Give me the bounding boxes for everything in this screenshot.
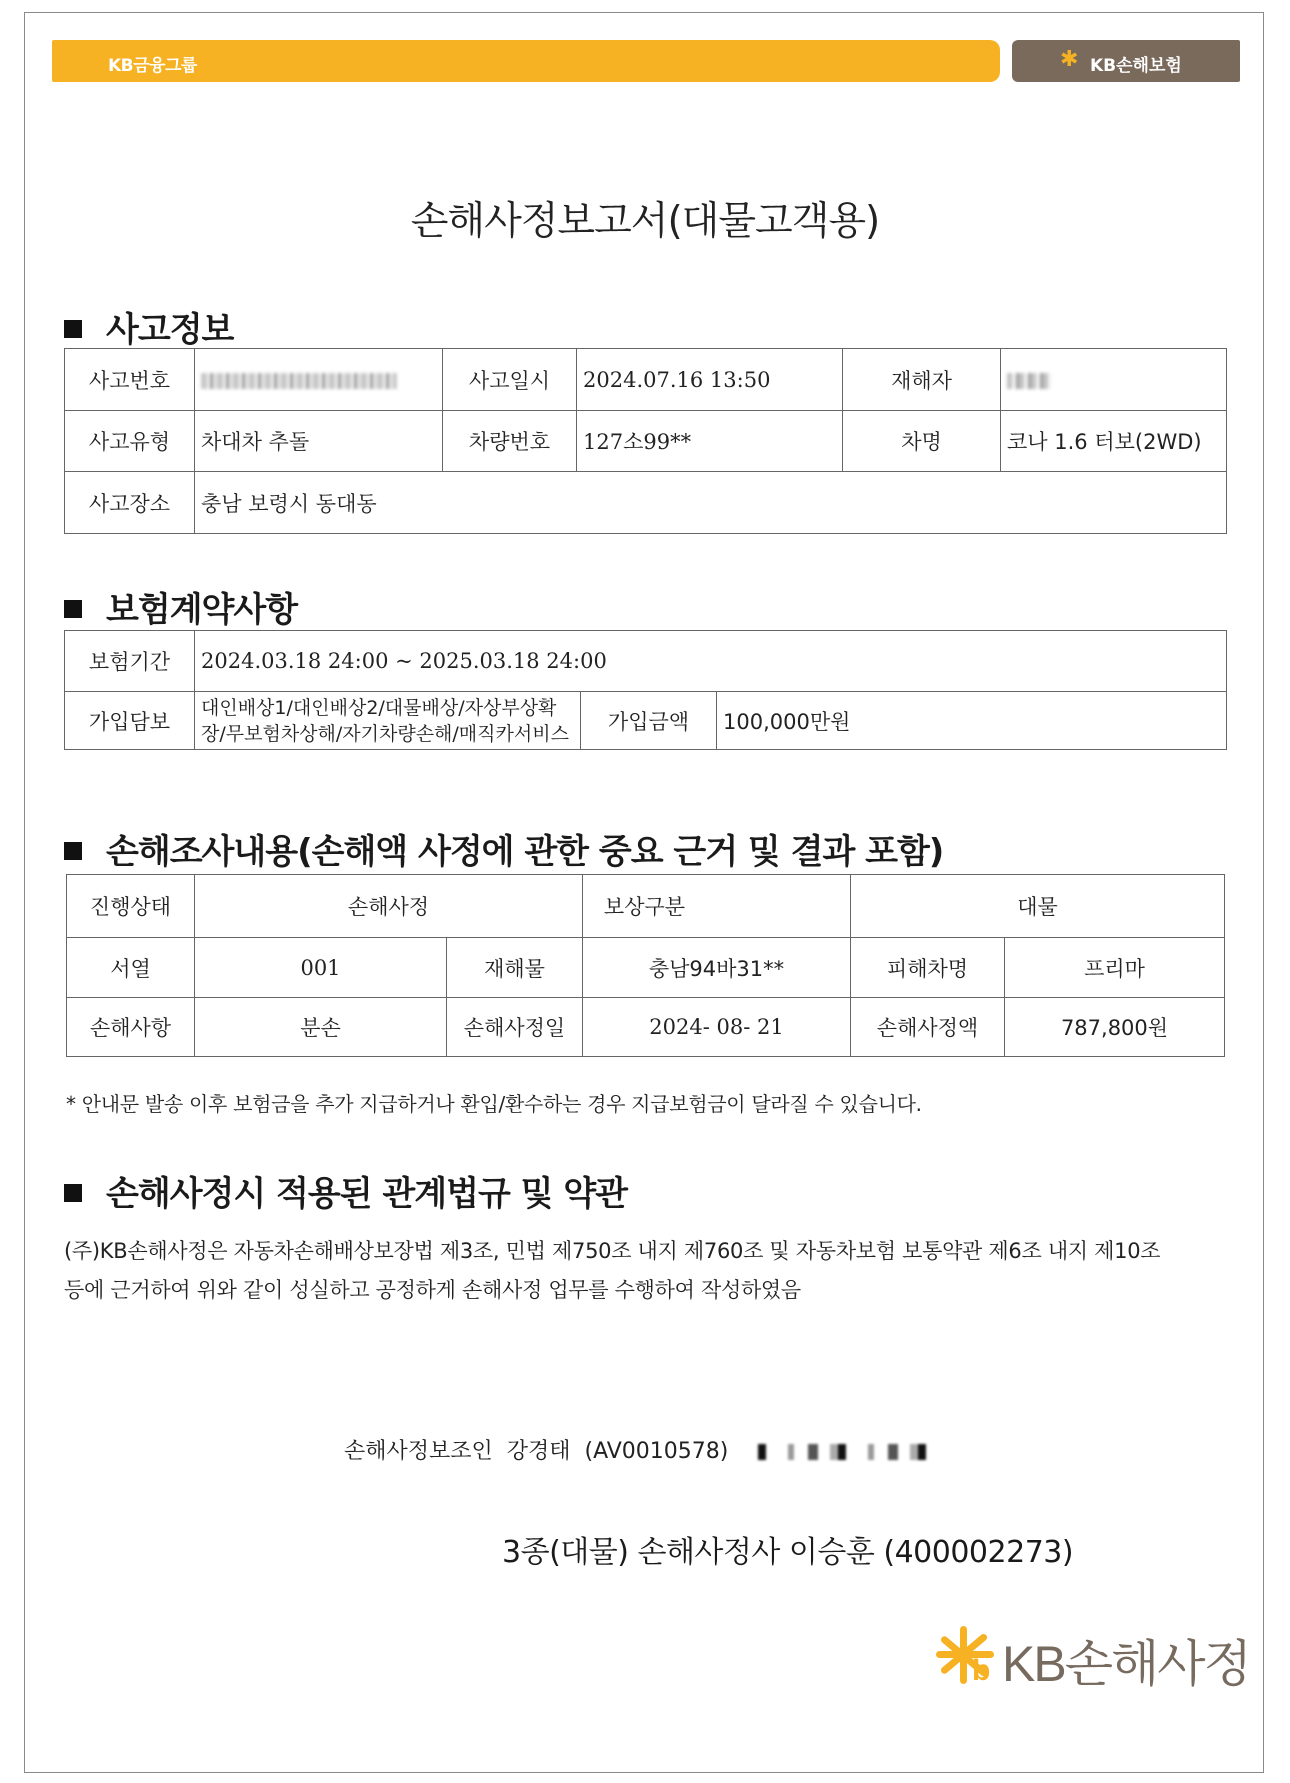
section-heading: 보험계약사항 bbox=[106, 590, 298, 630]
label-damaged-item: 재해물 bbox=[447, 938, 583, 998]
kb-insurance-banner bbox=[1012, 40, 1240, 82]
square-bullet-icon bbox=[64, 600, 82, 618]
label-plate-number: 차량번호 bbox=[443, 411, 577, 472]
law-line-2: 등에 근거하여 위와 같이 성실하고 공정하게 손해사정 업무를 수행하여 작성하였음 bbox=[64, 1278, 801, 1302]
section-heading: 사고정보 bbox=[106, 310, 234, 350]
value-coverage bbox=[195, 692, 581, 750]
value-damage-item: 분손 bbox=[195, 998, 447, 1057]
value-plate-number: 127소99** bbox=[577, 411, 843, 472]
value-insurance-period: 2024.03.18 24:00 ~ 2025.03.18 24:00 bbox=[195, 631, 1227, 692]
section-investigation bbox=[64, 824, 943, 873]
assistant-text: 손해사정보조인 강경태 (AV0010578) bbox=[344, 1439, 729, 1464]
value-adjust-date: 2024- 08- 21 bbox=[583, 998, 851, 1057]
label-coverage: 가입담보 bbox=[65, 692, 195, 750]
value-insured-amount: 100,000만원 bbox=[717, 692, 1227, 750]
kb-adjusting-name: KB손해사정 bbox=[1002, 1636, 1250, 1692]
label-accident-place: 사고장소 bbox=[65, 472, 195, 534]
section-heading: 손해사정시 적용된 관계법규 및 약관 bbox=[106, 1174, 628, 1214]
label-damage-item: 손해사항 bbox=[67, 998, 195, 1057]
svg-text:b: b bbox=[972, 1654, 991, 1687]
redacted-signature bbox=[758, 1444, 934, 1460]
label-accident-date: 사고일시 bbox=[443, 349, 577, 411]
value-victim-redacted bbox=[1001, 349, 1227, 411]
payment-notice: * 안내문 발송 이후 보험금을 추가 지급하거나 환입/환수하는 경우 지급보험금이 달라질 수 있습니다. bbox=[66, 1092, 922, 1116]
label-adjust-amount: 손해사정액 bbox=[851, 998, 1005, 1057]
investigation-table bbox=[66, 874, 1225, 1057]
kb-insurance-label: KB손해보험 bbox=[1090, 56, 1182, 76]
accident-info-table bbox=[64, 348, 1227, 534]
label-car-name: 차명 bbox=[843, 411, 1001, 472]
kb-star-logo-icon bbox=[930, 1620, 1000, 1690]
value-seq: 001 bbox=[195, 938, 447, 998]
redacted-block bbox=[201, 373, 397, 389]
value-accident-place: 충남 보령시 동대동 bbox=[195, 472, 1227, 534]
document-title: 손해사정보고서(대물고객용) bbox=[410, 199, 880, 244]
value-comp-type: 대물 bbox=[851, 875, 1225, 938]
assistant-signature bbox=[344, 1434, 934, 1465]
label-victim: 재해자 bbox=[843, 349, 1001, 411]
square-bullet-icon bbox=[64, 1184, 82, 1202]
adjuster-signature: 3종(대물) 손해사정사 이승훈 (400002273) bbox=[502, 1535, 1074, 1570]
section-contract bbox=[64, 582, 297, 631]
value-damaged-item: 충남94바31** bbox=[583, 938, 851, 998]
label-victim-car: 피해차명 bbox=[851, 938, 1005, 998]
coverage-line-1: 대인배상1/대인배상2/대물배상/자상부상확 bbox=[201, 696, 557, 719]
redacted-block bbox=[1007, 373, 1051, 389]
kb-star-icon: ✱ bbox=[1060, 47, 1079, 72]
section-accident-info bbox=[64, 302, 233, 351]
value-accident-type: 차대차 추돌 bbox=[195, 411, 443, 472]
value-accident-number-redacted bbox=[195, 349, 443, 411]
label-insurance-period: 보험기간 bbox=[65, 631, 195, 692]
contract-table bbox=[64, 630, 1227, 750]
label-accident-type: 사고유형 bbox=[65, 411, 195, 472]
value-accident-date: 2024.07.16 13:50 bbox=[577, 349, 843, 411]
value-victim-car: 프리마 bbox=[1005, 938, 1225, 998]
square-bullet-icon bbox=[64, 842, 82, 860]
label-comp-type-text: 보상구분 bbox=[603, 895, 686, 919]
section-heading: 손해조사내용(손해액 사정에 관한 중요 근거 및 결과 포함) bbox=[106, 832, 944, 872]
law-line-1: (주)KB손해사정은 자동차손해배상보장법 제3조, 민법 제750조 내지 제760조 및 자동차보험 보통약관 제6조 내지 제10조 bbox=[64, 1239, 1161, 1263]
coverage-line-2: 장/무보험차상해/자기차량손해/매직카서비스 bbox=[201, 722, 569, 745]
label-adjust-date: 손해사정일 bbox=[447, 998, 583, 1057]
value-adjust-amount: 787,800원 bbox=[1005, 998, 1225, 1057]
label-accident-number: 사고번호 bbox=[65, 349, 195, 411]
square-bullet-icon bbox=[64, 320, 82, 338]
kb-group-label: KB금융그룹 bbox=[108, 56, 197, 76]
law-paragraph bbox=[64, 1232, 1214, 1310]
value-status: 손해사정 bbox=[195, 875, 583, 938]
kb-group-banner bbox=[52, 40, 1000, 82]
label-insured-amount: 가입금액 bbox=[581, 692, 717, 750]
label-status: 진행상태 bbox=[67, 875, 195, 938]
label-seq: 서열 bbox=[67, 938, 195, 998]
value-car-name: 코나 1.6 터보(2WD) bbox=[1001, 411, 1227, 472]
section-law bbox=[64, 1166, 627, 1215]
label-comp-type bbox=[583, 875, 851, 938]
